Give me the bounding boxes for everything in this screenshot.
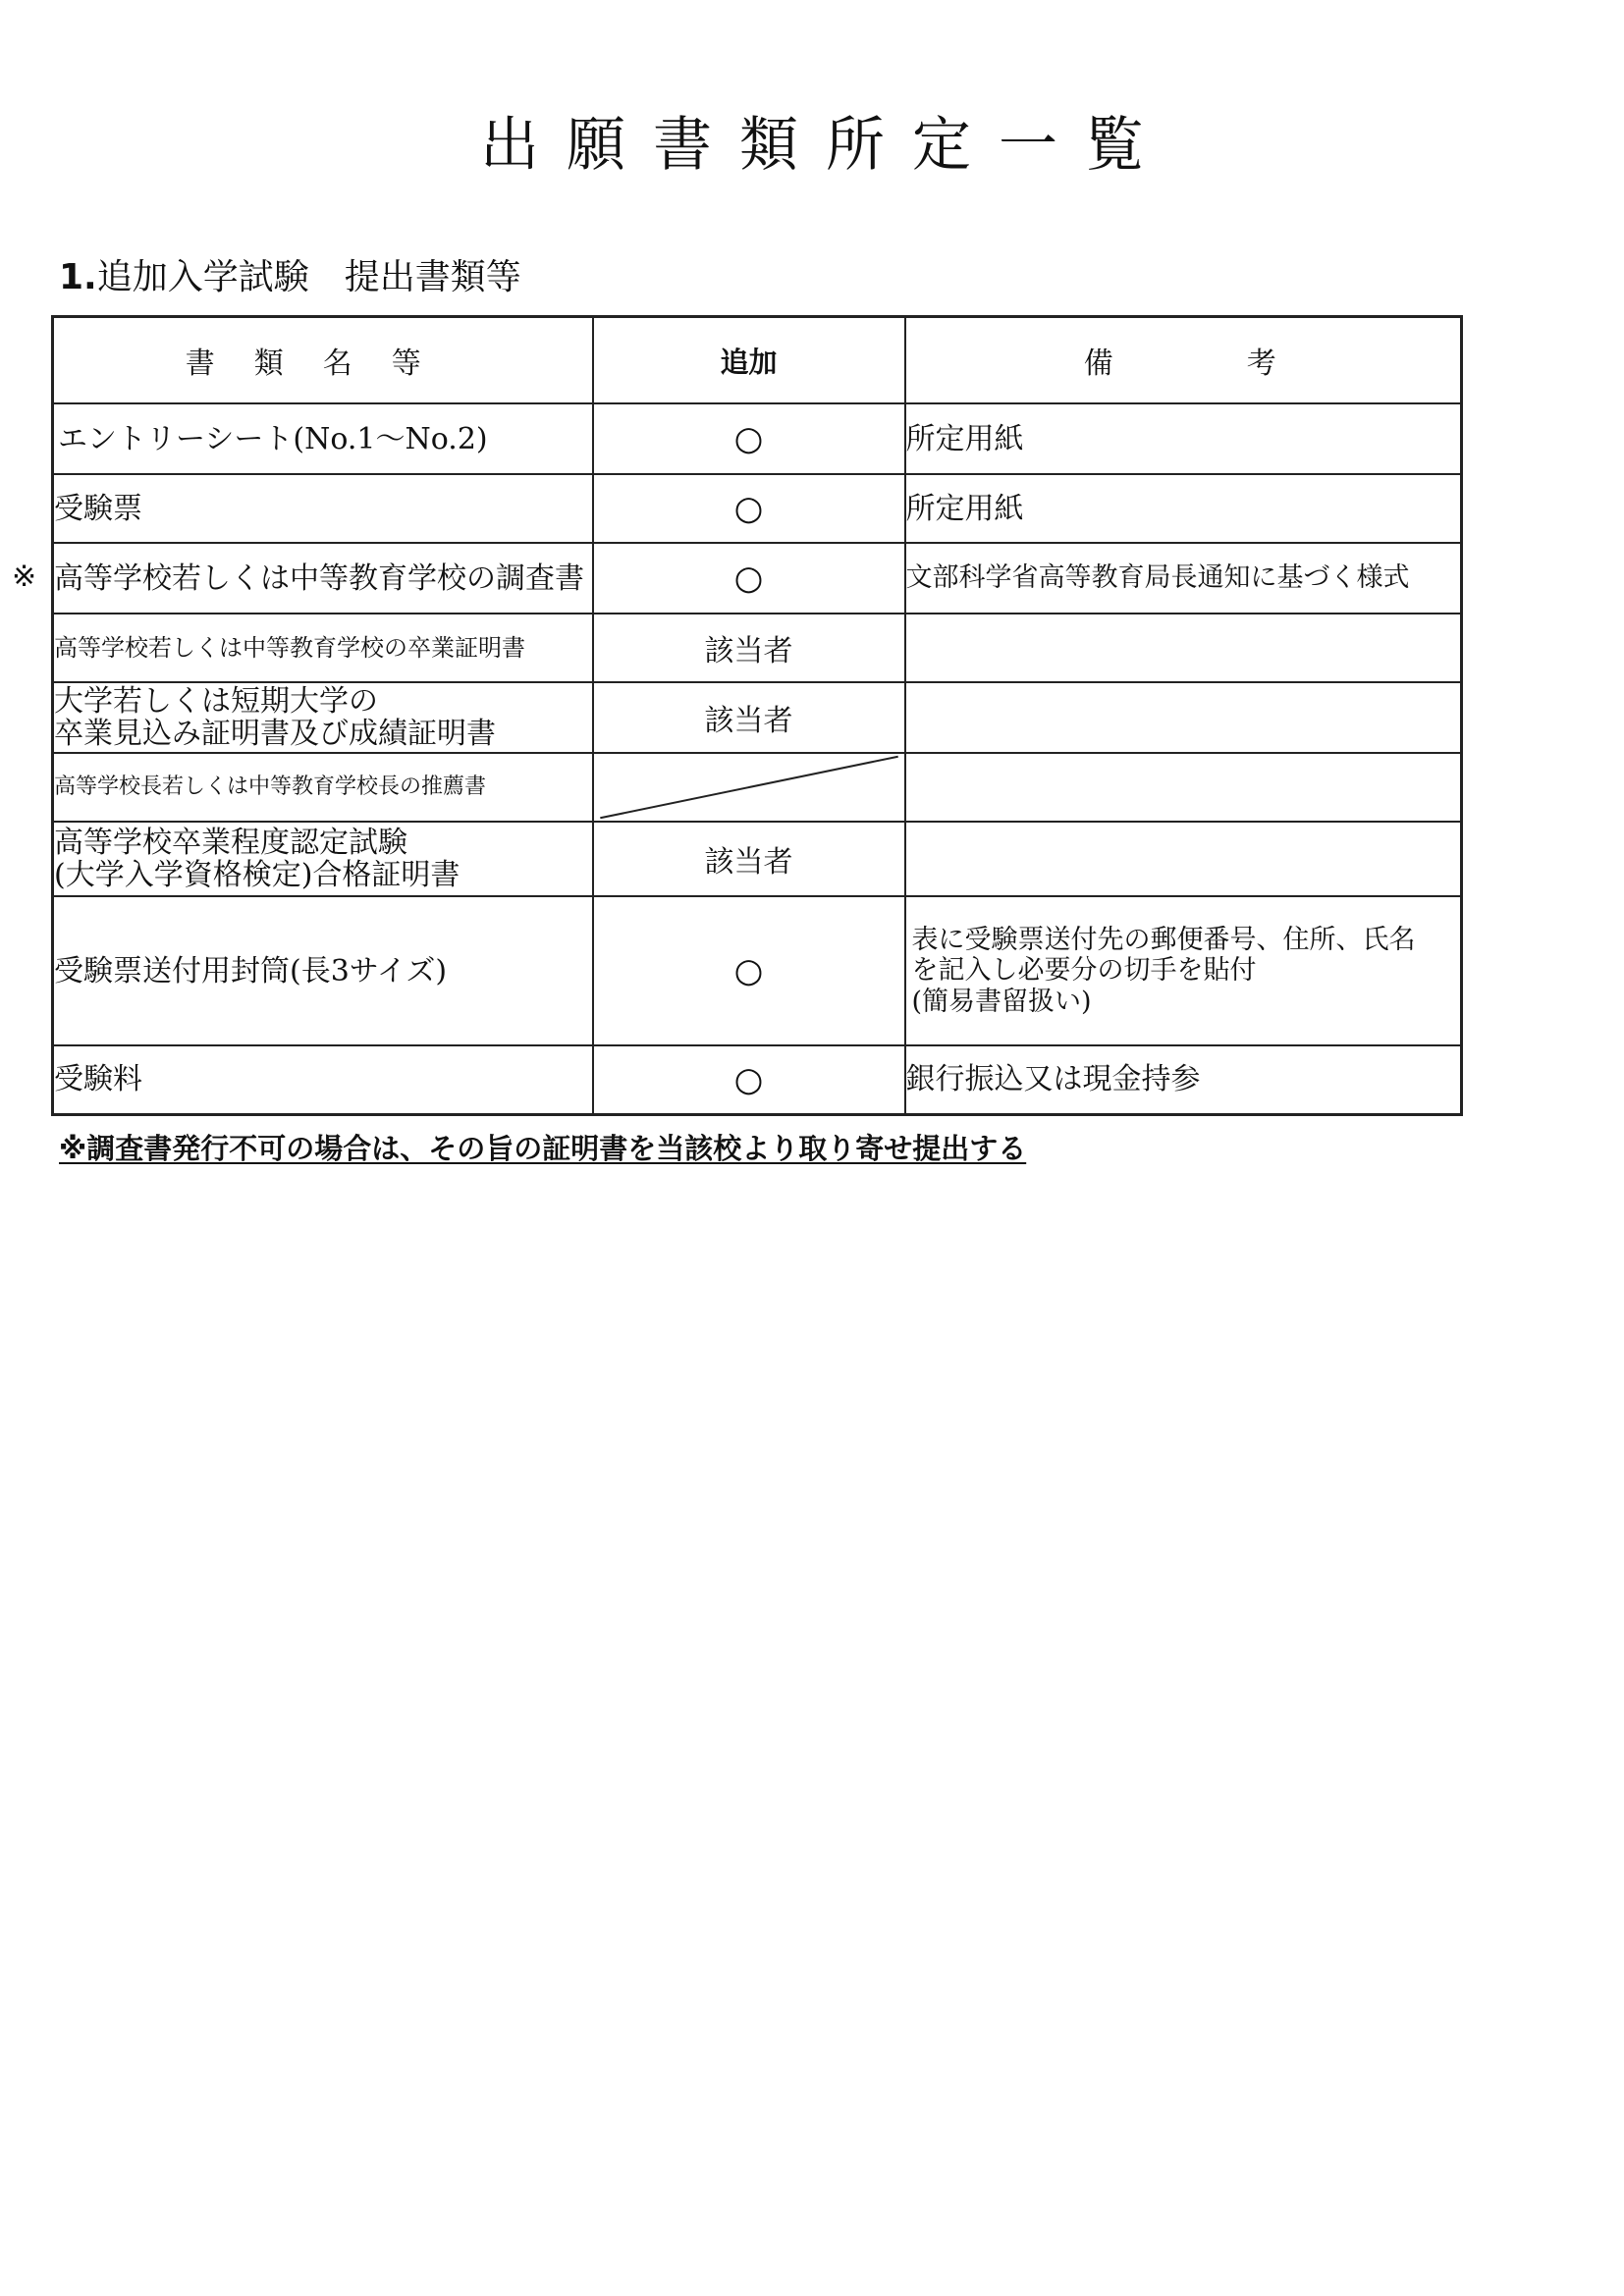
doc-remarks (905, 753, 1462, 822)
row-marker: ※ (12, 560, 37, 594)
header-document-name: 書類名等 (53, 317, 593, 404)
section-number: 1. (59, 257, 97, 297)
doc-remarks (905, 614, 1462, 682)
doc-remarks-line3: (簡易書留扱い) (911, 986, 1092, 1017)
header-remarks-right: 考 (1246, 347, 1282, 381)
table-row (53, 822, 1462, 896)
doc-name (53, 682, 593, 753)
doc-name (53, 822, 593, 896)
doc-name: 受験票送付用封筒(長3サイズ) (53, 896, 593, 1045)
section-heading (59, 257, 521, 297)
doc-name: 高等学校若しくは中等教育学校の調査書 (53, 543, 593, 614)
table-row (53, 403, 1462, 474)
doc-remarks: 所定用紙 (905, 403, 1462, 474)
doc-required-mark: ○ (593, 403, 905, 474)
table-row (53, 1045, 1462, 1114)
doc-name-line2: (大学入学資格検定)合格証明書 (54, 858, 460, 892)
doc-remarks-line1: 表に受験票送付先の郵便番号、住所、氏名 (911, 925, 1416, 956)
doc-required-mark: ○ (593, 543, 905, 614)
diagonal-slash-icon (594, 754, 904, 821)
table-row (53, 543, 1462, 614)
doc-name: 高等学校長若しくは中等教育学校長の推薦書 (53, 753, 593, 822)
doc-applicable: 該当者 (593, 682, 905, 753)
doc-required-mark: ○ (593, 474, 905, 543)
table-row (53, 753, 1462, 822)
doc-name: エントリーシート(No.1〜No.2) (53, 403, 593, 474)
header-remarks (905, 317, 1462, 404)
doc-remarks (905, 896, 1462, 1045)
not-applicable-cell (593, 753, 905, 822)
doc-name: 高等学校若しくは中等教育学校の卒業証明書 (53, 614, 593, 682)
table-header-row (53, 317, 1462, 404)
page-title: 出願書類所定一覧 (480, 111, 1171, 180)
doc-name-line1: 大学若しくは短期大学の (54, 684, 378, 719)
doc-required-mark: ○ (593, 896, 905, 1045)
doc-remarks-line2: を記入し必要分の切手を貼付 (911, 955, 1257, 987)
table-row (53, 682, 1462, 753)
doc-applicable: 該当者 (593, 822, 905, 896)
doc-remarks (905, 682, 1462, 753)
doc-remarks: 銀行振込又は現金持参 (905, 1045, 1462, 1114)
doc-applicable: 該当者 (593, 614, 905, 682)
footnote: ※調査書発行不可の場合は、その旨の証明書を当該校より取り寄せ提出する (59, 1132, 1027, 1165)
doc-remarks: 文部科学省高等教育局長通知に基づく様式 (905, 543, 1462, 614)
doc-name-line1: 高等学校卒業程度認定試験 (54, 826, 407, 860)
header-exam-type: 追加 (593, 317, 905, 404)
table-row (53, 896, 1462, 1045)
doc-name-line2: 卒業見込み証明書及び成績証明書 (54, 717, 496, 751)
doc-name: 受験料 (53, 1045, 593, 1114)
doc-required-mark: ○ (593, 1045, 905, 1114)
documents-table (51, 315, 1463, 1116)
table-row (53, 474, 1462, 543)
header-remarks-left: 備 (1083, 347, 1119, 381)
table-row (53, 614, 1462, 682)
doc-remarks: 所定用紙 (905, 474, 1462, 543)
section-title: 追加入学試験 提出書類等 (96, 257, 521, 297)
doc-remarks (905, 822, 1462, 896)
doc-name: 受験票 (53, 474, 593, 543)
